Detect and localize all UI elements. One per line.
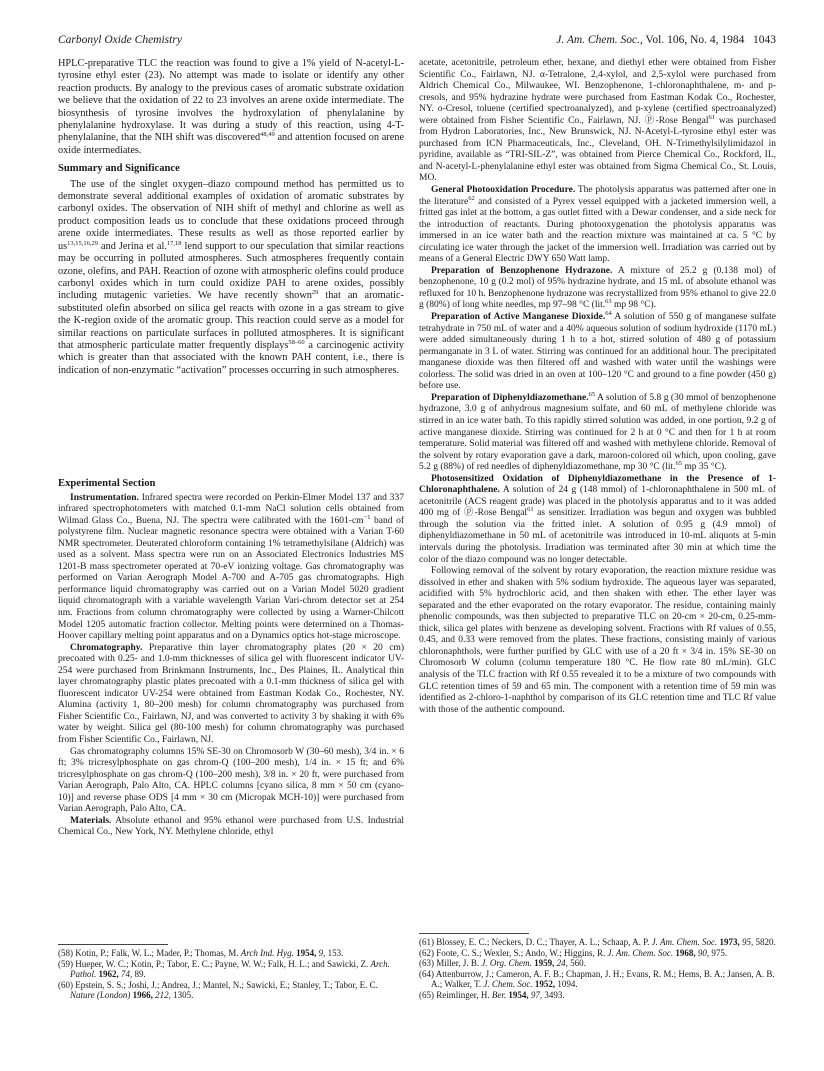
reference-authors: Blossey, E. C.; Neckers, D. C.; Thayer, A. L.; Schaap, A. P.	[436, 937, 652, 947]
experimental-section	[58, 478, 404, 839]
reference-item	[58, 959, 404, 980]
reference-pages: 5820.	[755, 937, 776, 947]
manganese-text: A solution of 550 g of manganese sulfate tetrahydrate in 750 mL of water and a 40% aqueous solution of sodium hydroxide (1170 mL) were added simultaneously during 1 h to a hot, stirred solution of 480 g of potassium permanganate in 3 L of water. Stirring was continued for an additional hour. The precipitated manganese dioxide was then filtered off and washed with water until the washings were colorless. The solid was dried in an oven at 100–120 °C and ground to a fine powder (450 g) before use.	[419, 312, 776, 392]
reference-num: (60)	[58, 979, 76, 990]
citation-sup: 62	[468, 194, 475, 202]
materials-text: was purchased from Hydron Laboratories, Inc., New Brunswick, NJ. N-Acetyl-L-tyrosine ethyl ester was purchased from ICN Pharmaceuticals, Inc., Cleveland, OH. N-Trimethylsilylimidazol in pyridine, available as “TRI-SIL-Z”, was obtained from Pierce Chemical Co., Rockford, IL, and N-acetyl-L-phenylalanine ethyl ester was obtained from Sigma Chemical Co., St. Louis, MO.	[419, 115, 776, 184]
reference-list	[58, 948, 404, 1001]
intro-text-end: and attention focused on arene oxide intermediates.	[58, 132, 405, 156]
reference-num: (61)	[419, 937, 437, 947]
experimental-heading: Experimental Section	[58, 478, 156, 489]
citation-sup: 65	[588, 390, 596, 398]
intro-text: HPLC-preparative TLC the reaction was found to give a 1% yield of N-acetyl-L-tyrosine ethyl ester (23). No attempt was made to isolate or identify any other reaction products. By analogy to the previous cases of aromatic substrate oxidation we believe that the oxidation of 22 to 23 involves an arene oxide intermediate. The biosynthesis of tyrosine involves the hydroxylation of phenylalanine by phenylalanine hydroxylase. It was during a study of this reaction, using 4-T-phenylalanine, that the NIH shift was discovered	[58, 58, 404, 144]
citation-sup: 13,15,16,29	[67, 239, 99, 247]
chromatography-paragraph	[58, 643, 404, 747]
reference-vol: 212,	[155, 990, 174, 1001]
chromatography-text: Preparative thin layer chromatography plates (20 × 20 cm) precoated with 0.25- and 1.0-mm thicknesses of silica gel with fluorescent indicator UV-254 were purchased from Brinkmann Instruments, Inc., Des Plaines, IL. Analytical thin layer chromatography plastic plates precoated with a 0.1-mm thickness of silica gel with fluorescent indicator UV-254 were obtained from Eastman Kodak Co., Rochester, NY. Alumina (activity 1, 80–200 mesh) for column chromatography was purchased from Fisher Scientific Co., Fairlawn, NJ, and was converted to activity 3 by shaking it with 6% water by weight. Silica gel (80-100 mesh) for column chromatography was purchased from Fisher Scientific Co., Fairlawn, NJ.	[58, 642, 404, 746]
references-left	[58, 944, 404, 1001]
reference-item	[419, 958, 776, 969]
journal-citation	[556, 34, 776, 46]
reference-item	[419, 937, 776, 948]
reference-vol: 95,	[741, 937, 756, 947]
footnote-rule	[58, 944, 168, 945]
summary-text: The use of the singlet oxygen–diazo compound method has permitted us to demonstrate several additional examples of oxidation of aromatic substrates by carbonyl oxides. The observation of NIH shift of methyl and chlorine as well as product composition leads us to conclude that these oxidations proceed through arene oxide intermediates. These results as well as those reported earlier by us	[58, 178, 404, 252]
citation-sup: 63	[605, 298, 612, 306]
reference-jname: J. Chem. Soc.	[483, 979, 535, 990]
journal-details: Vol. 106, No. 4, 1984	[645, 34, 745, 46]
reference-vol: 90,	[697, 947, 712, 958]
reference-yr: 1968,	[675, 947, 698, 958]
reference-authors: Reimlinger, H.	[436, 989, 492, 1000]
summary-heading: Summary and Significance	[58, 163, 180, 175]
page-number: 1043	[753, 34, 776, 46]
reference-pages: 1305.	[173, 990, 194, 1001]
reference-authors: Epstein, S. S.; Joshi, J.; Andrea, J.; Mantel, N.; Sawicki, E.; Stanley, T.; Tabor, E. C.	[75, 979, 378, 990]
reference-vol: 24,	[556, 958, 571, 969]
reference-yr: 1954,	[296, 948, 319, 958]
reference-yr: 1954,	[508, 989, 531, 1000]
reference-yr: 1966,	[132, 990, 156, 1001]
reference-jname: J. Am. Chem. Soc.	[607, 947, 676, 958]
reference-item	[419, 969, 776, 990]
journal-name: J. Am. Chem. Soc.,	[556, 34, 643, 46]
citation-sup: 65	[675, 460, 683, 468]
benzophenone-lead: Preparation of Benzophenone Hydrazone.	[431, 265, 613, 276]
reference-list	[419, 937, 776, 1001]
diazomethane-text: A solution of 5.8 g (30 mmol of benzophenone hydrazone, 3.0 g of anhydrous magnesium sulfate, and 60 mL of methylene chloride was stirred in an ice water bath. To this rapidly stirred solution was added, in one portion, 9.2 g of active manganese dioxide. Stirring was continued for 2 h at 0 °C and then for 1 h at room temperature. Solid material was filtered off and washed with methylene chloride. Removal of the solvent by rotary evaporation gave a dark, maroon-colored oil which, upon cooling, gave 5.2 g (88%) of red needles of diphenyldiazomethane, mp 30 °C (lit.	[419, 392, 776, 473]
instrumentation-text: Infrared spectra were recorded on Perkin-Elmer Model 137 and 337 infrared spectrophotometers with matched 0.1-mm NaCl solution cells obtained from Wilmad Glass Co., Buena, NJ. The spectra were calibrated with the 1601-cm	[58, 492, 404, 526]
reference-jname: J. Org. Chem.	[481, 958, 535, 969]
diazomethane-paragraph	[419, 390, 776, 474]
reference-jname: Arch Ind. Hyg.	[240, 948, 297, 958]
instrumentation-lead: Instrumentation.	[70, 492, 139, 503]
reference-vol: 74,	[121, 969, 135, 980]
reference-pages: 89.	[134, 969, 146, 980]
reference-item	[419, 948, 776, 959]
photosensitized-paragraph	[419, 474, 776, 566]
reference-authors: Foote, C. S.; Wexler, S.; Ando, W.; Higgins, R.	[436, 947, 608, 958]
reference-num: (63)	[419, 958, 437, 969]
materials-lead: Materials.	[70, 815, 112, 826]
running-head	[58, 34, 776, 50]
materials-text: acetate, acetonitrile, petroleum ether, hexane, and diethyl ether were obtained from Fisher Scientific Co., Fairlawn, NJ. α-Tetralone, 2,4-xylol, and 2,5-xylol were purchased from Aldrich Chemical Co., Milwaukee, WI. Benzophenone, 1-chloronaphthalene, m- and p-cresols, and 95% hydrazine hydrate were purchased from Eastman Kodak Co., Rochester, NY. o-Cresol, toluene (certified spectroanalyzed), and p-xylene (certified spectroanalyzed) were obtained from Fisher Scientific Co., Fairlawn, NJ. ⓟ-Rose Bengal	[419, 58, 776, 126]
manganese-lead: Preparation of Active Manganese Dioxide.	[431, 312, 606, 323]
left-column	[58, 58, 404, 377]
reference-pages: 975.	[711, 947, 728, 958]
reference-jname: Nature (London)	[70, 990, 133, 1001]
reference-authors: Hueper, W. C.; Kotin, P.; Tabor, E. C.; Payne, W. W.; Falk, H. L.; and Sawicki, Z.	[75, 958, 371, 969]
intro-paragraph	[58, 58, 404, 157]
benzophenone-text: mp 98 °C).	[611, 300, 657, 311]
reference-num: (59)	[58, 958, 76, 969]
benzophenone-paragraph	[419, 266, 776, 312]
summary-text: that an aromatic-substituted olefin absorbed on silica gel reacts with ozone in a gas stream to give the K-region oxide of the aromatic group. This reaction could serve as a model for similar reactions on particulate surfaces in polluted atmospheres. It is significant that atmospheric particulate matter frequently displays	[58, 290, 404, 351]
reference-pages: 153.	[327, 948, 344, 958]
footnote-rule	[419, 933, 529, 934]
reference-item	[419, 990, 776, 1001]
references-right	[419, 933, 776, 1001]
reference-vol: 9,	[318, 948, 328, 958]
reference-num: (58)	[58, 948, 76, 958]
reference-jname: J. Am. Chem. Soc.	[651, 937, 720, 947]
materials-paragraph	[58, 816, 404, 839]
citation-sup: 58–60	[288, 338, 305, 346]
benzophenone-text: A mixture of 25.2 g (0.138 mol) of benzophenone, 10 g (0.2 mol) of 95% hydrazine hydrate, and 15 mL of absolute ethanol was refluxed for 10 h. Benzophenone hydrazone was recrystallized from 95% ethanol to give 22.0 g (80%) of long white needles, mp 97–98 °C (lit.	[419, 265, 777, 311]
summary-text: lend support to our speculation that similar reactions may be occurring in polluted atmospheres. Such atmospheres frequently contain ozone, olefins, and PAH. Reaction of ozone with atmospheric olefins could produce carbonyl oxides which in turn could oxidize PAH to arene oxides, possibly including mutagenic varieties. We have recently shown	[58, 240, 404, 302]
reference-num: (62)	[419, 947, 437, 958]
citation-sup: 48,49	[260, 131, 275, 139]
reference-jname: Arch. Pathol.	[70, 958, 390, 980]
reference-jname: Ber.	[491, 989, 509, 1000]
photosensitized-text: as sensitizer. Irradiation was begun and oxygen was bubbled through the solution via the fritted inlet. A solution of 0.95 g (4.9 mmol) of diphenyldiazomethane in 50 mL of acetonitrile was introduced in 10-mL aliquots at 5-min intervals during the photolysis. Irradiation was terminated after 30 min at which time the color of the diazo compound was no longer detectable.	[419, 508, 776, 565]
diazomethane-text: mp 35 °C).	[682, 462, 727, 473]
reference-item	[58, 980, 404, 1001]
photooxidation-text: and consisted of a Pyrex vessel equipped with a jacketed immersion well, a fritted gas inlet at the bottom, a gas outlet fitted with a Dewar condenser, and a side neck for the introduction of reactants. During photooxygenation the photolysis apparatus was immersed in an ice water bath and the reaction mixture was maintained at ca. 5 °C by circulating ice water through the jacket of the immersion well. Irradiation was carried out by means of a General Electric DWY 650 Watt lamp.	[419, 196, 777, 265]
reference-yr: 1973,	[719, 937, 742, 947]
gc-columns-paragraph: Gas chromatography columns 15% SE-30 on Chromosorb W (30–60 mesh), 3/4 in. × 6 ft; 3% tricresylphosphate on gas chrom-Q (100–200 mesh), 1/4 in. × 15 ft; and 6% tricresylphosphate on gas chrom-Q (100–200 mesh), 3/8 in. × 20 ft, were purchased from Varian Aerograph, Palo Alto, CA. HPLC columns [cyano silica, 8 mm × 50 cm (cyano-10)] and reverse phase ODS [4 mm × 30 cm (Micropak MCH-10)] were purchased from Varian Aerograph, Palo Alto, CA.	[58, 746, 404, 815]
chromatography-lead: Chromatography.	[70, 642, 143, 653]
reference-authors: Attenburrow, J.; Cameron, A. F. B.; Chapman, J. H.; Evans, R. M.; Hems, B. A.; Jansen, A. B. A.; Walker, T.	[431, 968, 775, 990]
right-column	[419, 58, 776, 716]
photosensitized-lead: Photosensitized Oxidation of Diphenyldiazomethane in the Presence of 1-Chloronaphthalene.	[419, 473, 776, 496]
reference-authors: Kotin, P.; Falk, W. L.; Mader, P.; Thomas, M.	[75, 948, 241, 958]
reference-yr: 1959,	[534, 958, 557, 969]
reference-pages: 1094.	[557, 979, 578, 990]
reference-pages: 3493.	[544, 989, 565, 1000]
superscript: −1	[363, 513, 371, 521]
running-title: Carbonyl Oxide Chemistry	[58, 34, 182, 46]
citation-sup: 61	[708, 113, 715, 121]
summary-text: and Jerina et al.	[98, 240, 167, 252]
citation-sup: 64	[605, 310, 612, 318]
photooxidation-lead: General Photooxidation Procedure.	[431, 185, 576, 196]
diazomethane-lead: Preparation of Diphenyldiazomethane.	[431, 392, 589, 403]
citation-sup: 61	[527, 506, 534, 514]
reference-num: (65)	[419, 989, 437, 1000]
citation-sup: 29	[311, 289, 319, 297]
manganese-paragraph	[419, 312, 776, 393]
reference-num: (64)	[419, 968, 436, 979]
instrumentation-text: band of polystyrene film. Nuclear magnetic resonance spectra were obtained with a Varian T-60 NMR spectrometer. Deuterated chloroform containing 1% tetramethylsilane (Aldrich) was used as a solvent. Mass spectra were run on an Associated Electronics Industries MS 1201-B mass spectrometer operated at 70-eV ionizing voltage. Gas chromatography was performed on Varian Aerograph Model A-700 and A-705 gas chromatographs. High performance liquid chromatography was carried out on a Varian Model 5020 gradient liquid chromatograph with a variable wavelength Varian Vari-chrom detector set at 254 nm. Fractions from column chromatography were collected by using a Warner-Chilcott Model 1205 automatic fraction collector. Melting points were determined on a Thomas-Hoover capillary melting point apparatus and on a Dynamics optics hot-stage microscope.	[58, 515, 404, 642]
materials-continued	[419, 58, 776, 185]
instrumentation-paragraph	[58, 493, 404, 643]
reference-vol: 97,	[530, 989, 545, 1000]
reference-yr: 1962,	[98, 969, 121, 980]
citation-sup: 17,18	[166, 239, 182, 247]
materials-text: Absolute ethanol and 95% ethanol were purchased from U.S. Industrial Chemical Co., New York, NY. Methylene chloride, ethyl	[58, 815, 404, 838]
reference-yr: 1952,	[534, 979, 558, 990]
photooxidation-text: The photolysis apparatus was patterned after one in the literature	[419, 185, 776, 207]
summary-text: a carcinogenic activity which is greater than that associated with the known PAH content, i.e., there is indication of non-enzymatic “activation” processes occurring in such atmospheres.	[58, 339, 404, 376]
reference-authors: Miller, J. B.	[436, 958, 482, 969]
photosensitized-text: A solution of 24 g (148 mmol) of 1-chloronaphthalene in 500 mL of acetonitrile (ACS reagent grade) was placed in the photolysis apparatus and to it was added 400 mg of ⓟ-Rose Bengal	[419, 485, 776, 519]
reference-pages: 560.	[570, 958, 586, 969]
photooxidation-paragraph	[419, 185, 776, 266]
reference-item	[58, 948, 404, 959]
workup-paragraph: Following removal of the solvent by rotary evaporation, the reaction mixture residue was dissolved in ether and shaken with 5% sodium hydroxide. The aqueous layer was separated, acidified with 5% hydrochloric acid, and then shaken with ether. The ether layer was separated and the ether evaporated on the rotary evaporator. The residue, containing mainly phenolic compounds, was then subjected to preparative TLC on 20-cm × 20-cm, 0.25-mm-thick, silica gel plates with benzene as developing solvent. Fractions with Rf values of 0.55, 0.45, and 0.33 were removed from the plates. These fractions, consisting mainly of various chloronaphthols, were further purified by GLC with use of a 20 ft × 3/4 in. 15% SE-30 on Chromosorb W column (column temperature 180 °C. He flow rate 80 mL/min). GLC analysis of the TLC fraction with Rf 0.55 revealed it to be a mixture of two compounds with GLC retention times of 59 and 65 min. The component with a retention time of 59 min was identified as 2-chloro-1-naphthol by comparison of its GLC retention time and TLC Rf value with those of the authentic compound.	[419, 566, 776, 715]
summary-paragraph	[58, 179, 404, 378]
